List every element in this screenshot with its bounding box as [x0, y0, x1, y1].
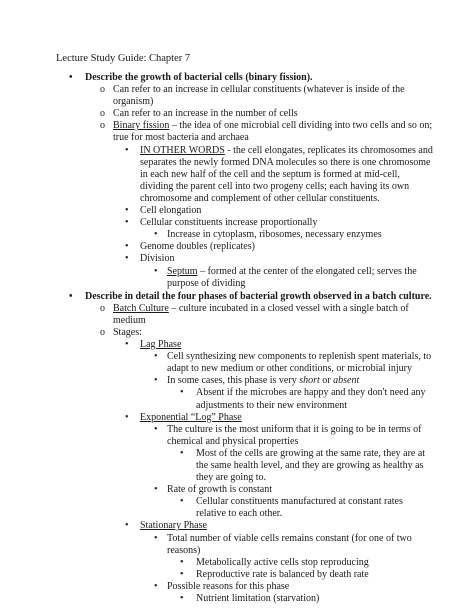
bullet-icon: • [180, 496, 184, 508]
list-item: • Cell elongation [125, 205, 202, 217]
list-item: • IN OTHER WORDS - the cell elongates, replicates its chromosomes and separates the newly formed DNA molecules so there is one chromosome in each new half of the cell and the septum is formed at mid-cell, dividing the parent cell into two progeny cells; each having its own chromosome and complement of other cellular constituents. [125, 144, 433, 204]
bullet-icon: • [180, 447, 184, 459]
bullet-icon: • [154, 375, 158, 387]
bullet-icon: o [100, 84, 105, 96]
bullet-icon: • [125, 241, 129, 253]
list-item: • Metabolically active cells stop reproducing [180, 556, 369, 568]
bullet-icon: • [125, 520, 129, 532]
section-batch-culture [0, 291, 474, 605]
bullet-icon: • [69, 72, 73, 83]
bullet-icon: o [100, 108, 105, 120]
list-item: • Most of the cells are growing at the same rate, they are at the same health level, and they are growing as healthy as they are going to. [180, 447, 426, 484]
bullet-icon: o [100, 120, 105, 132]
bullet-icon: • [125, 217, 129, 229]
section-heading: Describe the growth of bacterial cells (binary fission). [85, 72, 313, 83]
list-item: • Rate of growth is constant • Cellular constituents manufactured at constant rates relative to each other. [0, 484, 434, 520]
list-item: • Cell synthesizing new components to replenish spent materials, to adapt to new medium or other conditions, or microbial injury [154, 351, 432, 375]
list-item: o Binary fission – the idea of one microbial cell dividing into two cells and so on; true for most bacteria and archaea • IN OTHER WORDS - the cell elongates, replicates its chromosomes and separates the newly formed DNA molecules so there is one chromosome in each new half of the cell and the septum is formed at mid-cell, dividing the parent cell into two progeny cells; each having its own chromosome and complement of other cellular constituents. • Cell elongation • Cellular constituents increase proportionally • Increase in cytoplasm, ribosomes, necessary enzymes • Genome doubles (replicates) • Division • Septum – formed at the center of the elongated cell; serves the purpose of dividing [0, 120, 434, 289]
bullet-icon: • [125, 253, 129, 265]
bullet-icon: • [69, 290, 73, 302]
bullet-icon: • [154, 532, 158, 544]
list-item: • Genome doubles (replicates) [125, 241, 255, 253]
bullet-icon: • [125, 205, 129, 217]
list-item: • Septum – formed at the center of the elongated cell; serves the purpose of dividing [154, 265, 417, 289]
list-item: • Possible reasons for this phase • Nutrient limitation (starvation) [0, 581, 434, 605]
bullet-icon: • [125, 144, 129, 156]
list-item: • Nutrient limitation (starvation) [180, 593, 320, 605]
bullet-icon: • [180, 593, 184, 605]
list-item: • Division • Septum – formed at the center of the elongated cell; serves the purpose of dividing [0, 253, 434, 289]
bullet-icon: o [100, 302, 105, 314]
bullet-icon: o [100, 326, 105, 338]
bullet-icon: • [180, 556, 184, 568]
phase-title: Lag Phase [140, 339, 182, 351]
list-item: • Total number of viable cells remains constant (for one of two reasons) • Metabolically active cells stop reproducing • Reproductive rate is balanced by death rate [0, 533, 434, 581]
section-heading: Describe in detail the four phases of bacterial growth observed in a batch culture. [85, 290, 432, 302]
page-title: Lecture Study Guide: Chapter 7 [56, 53, 191, 64]
list-item: o Stages: • Lag Phase • Cell synthesizing new components to replenish spent materials, to adapt to new medium or other conditions, or microbial injury • In some cases, this phase is very short or absent • Absent if the microbes are happy and they don't need any adjustments to their new environment • Exponential “Log” Phase • The culture is the most uniform that it is going to be in terms of chemical and physical properties • Most of the cells are growing at the same rate, they are at the same health level, and they are growing as healthy as they are going to. • Rate of growth is constant • Cellular constituents manufactured at constant rates relative to each other. • Stationary Phase • Total number of viable cells remains constant (for one of two reasons) • Metabolically active cells stop reproducing • Reproductive rate is balanced by death rate • Possible reasons for this phase • Nutrient limitation (starvation) [0, 327, 434, 605]
list-item [0, 520, 434, 605]
list-item: o Batch Culture – culture incubated in a closed vessel with a single batch of medium [100, 302, 409, 326]
list-item: o Can refer to an increase in cellular constituents (whatever is inside of the organism) [100, 84, 405, 108]
outline [0, 72, 474, 606]
list-item: • Cellular constituents increase proportionally • Increase in cytoplasm, ribosomes, necessary enzymes [0, 217, 434, 241]
bullet-icon: • [125, 411, 129, 423]
bullet-icon: • [125, 339, 129, 351]
bullet-icon: • [154, 229, 158, 241]
bullet-icon: • [154, 580, 158, 592]
bullet-icon: • [180, 568, 184, 580]
phase-title: Exponential “Log” Phase [140, 411, 242, 423]
phase-title: Stationary Phase [140, 520, 207, 532]
list-item: • The culture is the most uniform that it is going to be in terms of chemical and physical properties • Most of the cells are growing at the same rate, they are at the same health level, and they are growing as healthy as they are going to. [0, 424, 434, 484]
list-item: o Can refer to an increase in the number of cells [100, 108, 298, 120]
list-item [0, 339, 434, 412]
bullet-icon: • [154, 423, 158, 435]
bullet-icon: • [154, 484, 158, 496]
bullet-icon: • [180, 387, 184, 399]
list-item: • In some cases, this phase is very short or absent • Absent if the microbes are happy and they don't need any adjustments to their new environment [0, 375, 434, 411]
list-item [0, 412, 434, 521]
bullet-icon: • [154, 351, 158, 363]
list-item: • Cellular constituents manufactured at constant rates relative to each other. [180, 496, 403, 520]
section-binary-fission [0, 72, 474, 290]
list-item: • Reproductive rate is balanced by death rate [180, 568, 369, 580]
list-item: • Increase in cytoplasm, ribosomes, necessary enzymes [154, 229, 382, 241]
bullet-icon: • [154, 265, 158, 277]
list-item: • Absent if the microbes are happy and they don't need any adjustments to their new environment [180, 387, 426, 411]
term-binary-fission: Binary fission [113, 120, 170, 132]
